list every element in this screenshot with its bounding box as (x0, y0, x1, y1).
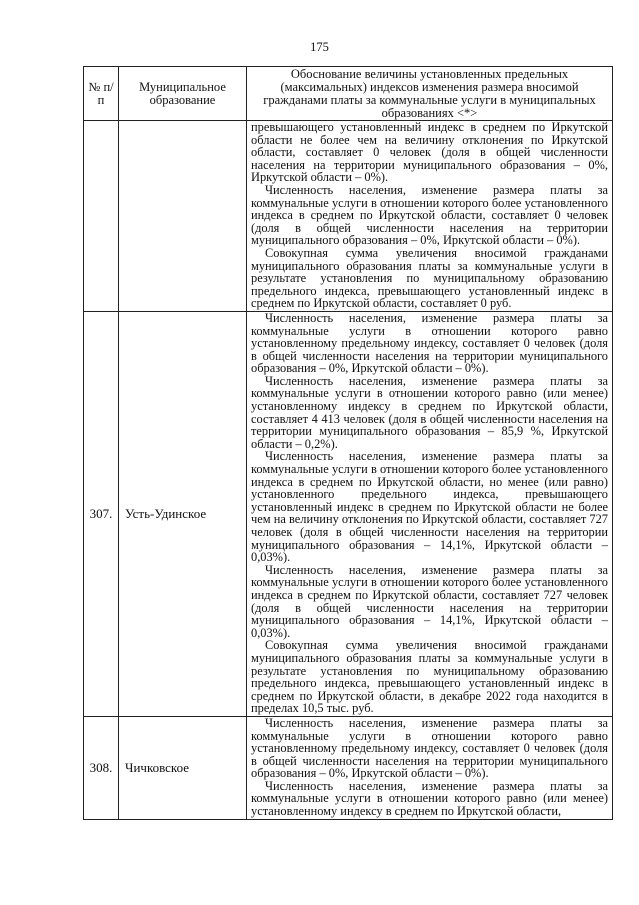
header-municipality: Муниципальное образование (119, 67, 247, 121)
row-justification (247, 121, 613, 312)
page-number: 175 (310, 40, 329, 54)
justification-paragraph: Совокупная сумма увеличения вносимой гражданами муниципального образования платы за коммунальные услуги в результате установления по муниципальному образованию предельного индекса, превышающего установленный индекс в среднем по Иркутской области, составляет 0 руб. (251, 245, 608, 311)
row-justification (247, 716, 613, 819)
justification-paragraph: Численность населения, изменение размера платы за коммунальные услуги в отношении которого равно установленному предельному индексу, составляет 0 человек (доля в общей численности населения на территории муниципального образования – 0%, Иркутской области – 0%). (251, 310, 608, 376)
justification-table (83, 66, 613, 820)
justification-paragraph: Численность населения, изменение размера платы за коммунальные услуги в отношении которого равно установленному предельному индексу, составляет 0 человек (доля в общей численности населения на территории муниципального образования – 0%, Иркутской области – 0%). (251, 715, 608, 781)
justification-paragraph: Численность населения, изменение размера платы за коммунальные услуги в отношении которого более установленного индекса в среднем по Иркутской области, составляет 727 человек (доля в общей численности населения на территории муниципального образования – 14,1%, Иркутской области – 0,03%). (251, 562, 608, 640)
table-row (84, 121, 613, 312)
justification-paragraph: Численность населения, изменение размера платы за коммунальные услуги в отношении которого равно (или менее) установленному индексу в среднем по Иркутской области, (251, 778, 608, 819)
row-justification (247, 311, 613, 716)
table-row (84, 716, 613, 819)
justification-paragraph: Численность населения, изменение размера платы за коммунальные услуги в отношении которого более установленного индекса в среднем по Иркутской области, составляет 0 человек (доля в общей численности населения на территории муниципального образования – 0%, Иркутской области – 0%). (251, 182, 608, 248)
justification-paragraph: Совокупная сумма увеличения вносимой гражданами муниципального образования платы за коммунальные услуги в результате установления по муниципальному образованию предельного индекса, превышающего установленный индекс в среднем по Иркутской области, в декабре 2022 года находится в пределах 10,5 тыс. руб. (251, 638, 608, 716)
justification-paragraph: превышающего установленный индекс в среднем по Иркутской области не более чем на величину отклонения по Иркутской области, составляет 0 человек (доля в общей численности населения на территории муниципального образования – 0%, Иркутской области – 0%). (251, 120, 608, 185)
row-number: 307. (84, 311, 119, 716)
row-number: 308. (84, 716, 119, 819)
table-header-row (84, 67, 613, 121)
header-number: № п/п (84, 67, 119, 121)
row-municipality: Чичковское (119, 716, 247, 819)
row-municipality (119, 121, 247, 312)
justification-paragraph: Численность населения, изменение размера платы за коммунальные услуги в отношении которого более установленного индекса в среднем по Иркутской области, но менее (или равно) установленного предельного индекса, превышающего установленный индекс в среднем по Иркутской области не более чем на величину отклонения по Иркутской области, составляет 727 человек (доля в общей численности населения на территории муниципального образования – 14,1%, Иркутской области – 0,03%). (251, 449, 608, 565)
header-justification: Обоснование величины установленных предельных (максимальных) индексов изменения размера вносимой гражданами платы за коммунальные услуги в муниципальных образованиях <*> (247, 67, 613, 121)
row-number (84, 121, 119, 312)
table-row (84, 311, 613, 716)
justification-paragraph: Численность населения, изменение размера платы за коммунальные услуги в отношении которого равно (или менее) установленному индексу в среднем по Иркутской области, составляет 4 413 человек (доля в общей численности населения на территории муниципального образования – 85,9 %, Иркутской области – 0,2%). (251, 373, 608, 451)
row-municipality: Усть-Удинское (119, 311, 247, 716)
